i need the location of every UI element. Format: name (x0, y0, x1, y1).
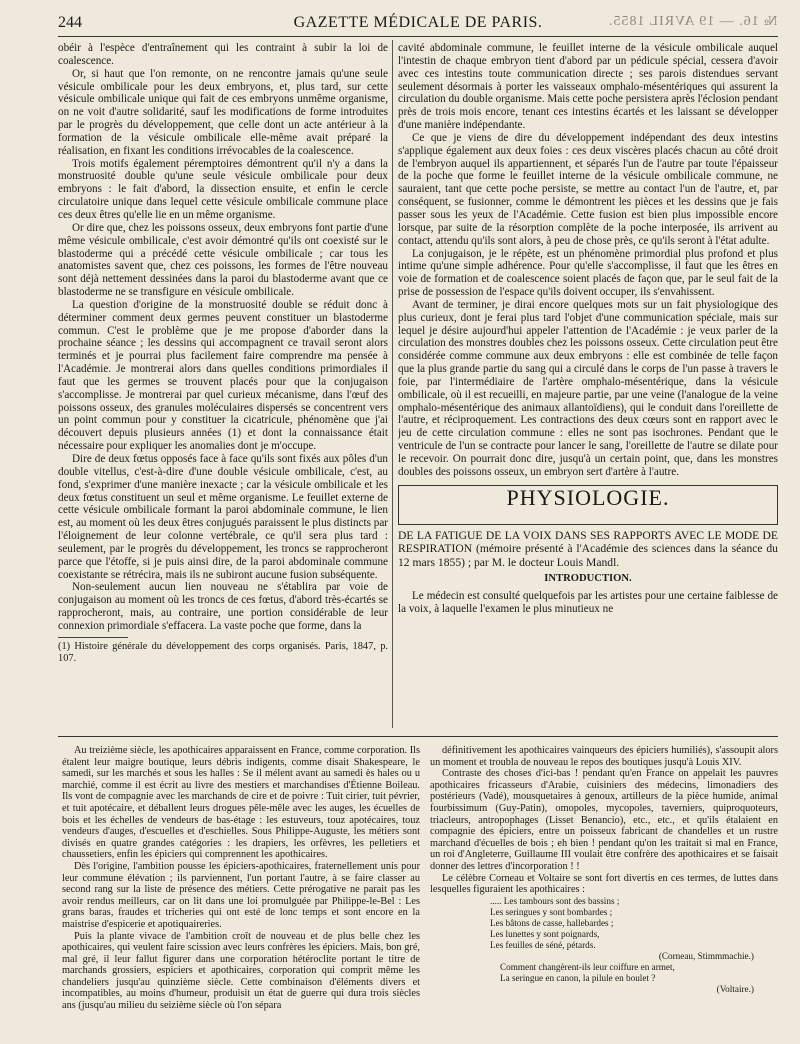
paragraph: Dès l'origine, l'ambition pousse les épiciers-apothicaires, fraternellement unis pour leur commune élévation ; ils parviennent, l'un portant l'autre, à se faire classer au second rang sur la liste de présence des métiers. Cette prérogative ne parait pas les avoir rendus meilleurs, car on lit dans une loi promulguée par Philippe-le-Bel : Les grans baras, fraudes et tricheries qui ont esté de lonc temps et sont encore en la maistrise d'espicerie et apotiquaireries. (62, 860, 420, 930)
verse-line: Les bâtons de casse, hallebardes ; (490, 917, 614, 928)
paragraph: Dire de deux fœtus opposés face à face qu'ils sont fixés aux pôles d'un double vitellus, c'est-à-dire d'une double vésicule ombilicale, c'est, au fond, s'exprimer d'une manière inexacte ; car la vésicule ombilicale et les deux fœtus constituent un seul et même organisme. Le feuillet externe de cette vésicule ombilicale formant la paroi abdominale commune, le lien est, au moment où les deux êtres conjugués paraissent le plus distincts par l'éloignement de leur colonne vertébrale, ce qu'il sera plus tard : seulement, par le progrès du développement, les troncs se rapprocheront parce que l'étoffe, si je puis ainsi dire, de la paroi abdominale commune coexistante se rétrécira, mais ils ne subiront aucune fusion subséquente. (58, 453, 388, 581)
paragraph: Le médecin est consulté quelquefois par les artistes pour une certaine faiblesse de la voix, à laquelle l'examen le plus minutieux ne (398, 590, 778, 616)
verse-attribution: (Corneau, Stimmmachie.) (658, 950, 754, 961)
verse-block (430, 962, 778, 984)
paragraph: Trois motifs également péremptoires démontrent qu'il n'y a dans la monstruosité double qu'une seule vésicule ombilicale pour deux embryons : le fait d'abord, la dissection ensuite, et enfin le cercle circulatoire unique dans lequel cette vésicule ombilicale commune place ces deux êtres qu'elle lie en un même organisme. (58, 157, 388, 221)
footnote: (1) Histoire générale du développement des corps organisés. Paris, 1847, p. 107. (58, 640, 388, 664)
bleed-through-text: № 16. — 19 AVRIL 1855. (608, 14, 778, 29)
paragraph: définitivement les apothicaires vainqueurs des épiciers humiliés), s'assoupit alors un moment et troubla de nouveau le repos des boutiques jusqu'à Louis XIV. (430, 745, 778, 768)
verse-attribution: (Voltaire.) (716, 984, 754, 995)
verse-line: Comment changèrent-ils leur coiffure en armet, (500, 962, 675, 973)
feuilleton-rule (58, 736, 778, 737)
section-title-box (398, 485, 778, 525)
right-column (398, 42, 778, 732)
paragraph: cavité abdominale commune, le feuillet interne de la vésicule ombilicale auquel l'intestin de chaque embryon tient d'abord par un pédicule spécial, cessera d'avoir avec ces intestins toute communication directe ; ses parois distendues servant seulement désormais à porter les vaisseaux omphalo-mésentériques qui assurent la circulation du double organisme. Mais cette poche persistera après l'éclosion pendant près de trois mois encore, tenant ces intestins écartés et les laissant se développer d'une manière indépendante. (398, 42, 778, 132)
paragraph: Puis la plante vivace de l'ambition croît de nouveau et de plus belle chez les apothicaires, qui veulent faire scission avec leurs confrères les épiciers. Mais, bon gré, mal gré, il leur fallut figurer dans une corporation hétéroclite portant le titre de marchands grossiers, espiciers et apothicaires, corporation qui comprit même les chandeliers jusqu'au quinzième siècle. Cette combinaison d'éléments divers et incompatibles, au moins d'humeur, produisit un état de guerre qui dura trois siècles ans (jusqu'au milieu du seizième siècle où l'on sépara (62, 930, 420, 1012)
journal-title: GAZETTE MÉDICALE DE PARIS. (293, 14, 543, 31)
paragraph: La conjugaison, je le répète, est un phénomène primordial plus profond et plus intime qu'une simple adhérence. Pour qu'elle s'accomplisse, il faut que les êtres en voie de formation et de coalescence soient placés de façon que, par le seul fait de la prise de possession de l'espace qu'ils doivent occuper, ils s'envahissent. (398, 247, 778, 299)
left-column (58, 42, 388, 732)
paragraph: Le célèbre Corneau et Voltaire se sont fort divertis en ces termes, de luttes dans lesquelles figuraient les apothicaires : (430, 872, 778, 896)
section-title: PHYSIOLOGIE. (506, 484, 670, 510)
verse-block (430, 896, 778, 951)
article-title-prefix: DE LA FATIGUE DE LA VOIX DANS SES RAPPORTS AVEC LE MODE DE RESPIRATION (398, 528, 778, 556)
verse-line: Les lunettes y sont poignards, (490, 928, 600, 939)
feuilleton-right-column (430, 745, 778, 1041)
verse-line: Les feuilles de séné, pétards. (490, 939, 596, 950)
verse-line: La seringue en canon, la pilule en boulet ? (500, 973, 656, 984)
verse-line: ..... Les tambours sont des bassins ; (490, 895, 620, 906)
paragraph: Or, si haut que l'on remonte, on ne rencontre jamais qu'une seule vésicule ombilicale pour les deux embryons, et, plus tard, sur cette vésicule ombilicale unique qui fait de ces embryons unmême organisme, on ne voit d'autre solidarité, sauf les modifications de forme introduites par le progrès du développement, que celle dont un acte antérieur à la formation de la vésicule ombilicale elle-même avait préparé la réalisation, en fixant les conditions irrévocables de la coalescence. (58, 67, 388, 157)
paragraph: Ce que je viens de dire du développement indépendant des deux intestins s'applique également aux deux foies : ces deux viscères placés chacun au côté droit de l'embryon auquel ils appartiennent, et séparés l'un de l'autre par toute l'épaisseur de la poche que forme le feuillet interne de la vésicule ombilicale commune, ne sauraient, tant que cette poche persiste, se mettre au contact l'un de l'autre, et, par conséquent, se fusionner, comme le démontrent les pièces et les dessins que je fais passer sous les yeux de l'Académie. Cette fusion est bien plus impossible encore lorsque, par suite de la résorption complète de la poche interposée, ils arrivent au contact, attendu qu'ils sont alors, à peu de chose près, ce qu'ils seront à l'état adulte. (398, 131, 778, 247)
paragraph: Or dire que, chez les poissons osseux, deux embryons font partie d'une même vésicule ombilicale, c'est avoir démontré qu'ils ont coexisté sur le blastoderme qui a précédé cette vésicule ombilicale ; car tous les anatomistes savent que, chez ces poissons, les formes de l'être nouveau sont déjà nettement dessinées dans la paroi du blastoderme avant que ce blastoderme ne se transfigure en vésicule ombilicale. (58, 221, 388, 299)
paragraph: Avant de terminer, je dirai encore quelques mots sur un fait physiologique des plus curieux, dont je ferai plus tard l'objet d'une communication spéciale, mais sur lequel je désire aujourd'hui appeler l'attention de l'Académie : je veux parler de la circulation des monstres doubles chez les poissons osseux. Cette circulation peut être considérée comme commune aux deux embryons : elle est combinée de telle façon que la plus grande partie du sang qui a circulé dans le corps de l'un passe à travers le foie, par l'intermédiaire de l'artère omphalo-mésentérique, dans la vésicule ombilicale, où il est recueilli, en majeure partie, par une veine (l'analogue de la veine omphalo-mésentérique des animaux allantoïdiens), qui le conduit dans l'oreillette de l'autre, et réciproquement. Les contractions des deux cœurs sont en rapport avec le jeu de cette circulation commune : elles ne sont pas isochrones. Pendant que le ventricule de l'un se contracte pour lancer le sang, l'oreillette de l'autre se dilate pour le recevoir. On pourrait donc dire, jusqu'à un certain point, que, dans les monstres doubles des poissons osseux, un embryon sert d'artère à l'autre. (398, 298, 778, 478)
paragraph: obéir à l'espèce d'entraînement qui les contraint à subir la loi de coalescence. (58, 42, 388, 67)
article-title-rest: (mémoire présenté à l'Académie des sciences dans la séance du 12 mars 1855) ; par M. le docteur Louis Mandl. (398, 542, 778, 569)
column-divider (392, 40, 393, 728)
footnote-rule (58, 637, 128, 638)
paragraph: Au treizième siècle, les apothicaires apparaissent en France, comme corporation. Ils étalent leur maigre boutique, leurs débris indigents, comme disait Shakespeare, le samedi, sur les marchés et sous les halles : Se il mélent avant au samedi ès hales ou u marchié, comme il est écrit au livre des mestiers et marchandises d'Étienne Boileau. Ils vont de compagnie avec les marchands de cire et de poivre : Tuit cirier, tuit pévrier, et tuit apotécaire, et déballent leurs drogues pêle-mêle avec les auges, les écuelles de bois et les échelles de vendeurs de bas-étage : les estuveurs, touz apotécaires, touz vendeurs d'auges, d'escuelles et d'eschielles. Sous Philippe-Auguste, les métiers sont divisés en quatre grandes catégories : les drapiers, les orfèvres, les pelletiers et chaussetiers, enfin les épiciers qui comprennent les apothicaires. (62, 745, 420, 861)
feuilleton-left-column (62, 745, 420, 1041)
paragraph: La question d'origine de la monstruosité double se réduit donc à déterminer comment deux germes peuvent constituer un blastoderme commun. C'est le problème que je me propose d'aborder dans la prochaine séance ; les dessins qui accompagnent ce travail seront alors terminés et je pourrai plus facilement faire comprendre ma pensée à l'Académie. Je montrerai alors dans quelles conditions primordiales il faut que les germes se trouvent placés pour que la conjugaison s'accomplisse. Je montrerai par quel curieux mécanisme, dans l'œuf des poissons osseux, des granules moléculaires dispersés se concentrent vers un point commun pour y constituer la cicatricule, phénomène que j'ai découvert depuis plusieurs années (1) et dont la connaissance était nécessaire pour expliquer les anomalies dont je m'occupe. (58, 298, 388, 453)
verse-line: Les seringues y sont bombardes ; (490, 906, 613, 917)
paragraph: Contraste des choses d'ici-bas ! pendant qu'en France on appelait les pauvres apothicaires fricasseurs d'Arabie, cuisiniers des médecins, limonadiers des postérieurs (Vadé), mousquetaires à genoux, artilleurs de la pièce humide, animal fourbissimum (Guy-Patin), omopoles, mycopoles, taverniers, quiproquoteurs, triacleurs, antropophages (Lisset Benancio), etc., etc., et qu'ils étalaient en compagnie des épiciers, entre un poisseux fabricant de chandelles et un rustre marchand d'écuelles de bois ; eh bien ! pendant qu'on les traitait si mal en France, un roi d'Angleterre, Guillaume III voulait être confrère des apothicaires et se faisait donner des lettres d'incorporation ! ! (430, 768, 778, 872)
paragraph: Non-seulement aucun lien nouveau ne s'établira par voie de conjugaison au moment où les troncs de ces fœtus, d'abord très-écartés se rapprocheront, mais, au contraire, une portion considérable de leur connexion primordiale s'effacera. La vaste poche que forme, dans la (58, 581, 388, 632)
page-number: 244 (58, 14, 82, 31)
subheading: INTRODUCTION. (544, 573, 632, 585)
article-title (398, 529, 778, 570)
page-header (58, 10, 778, 37)
